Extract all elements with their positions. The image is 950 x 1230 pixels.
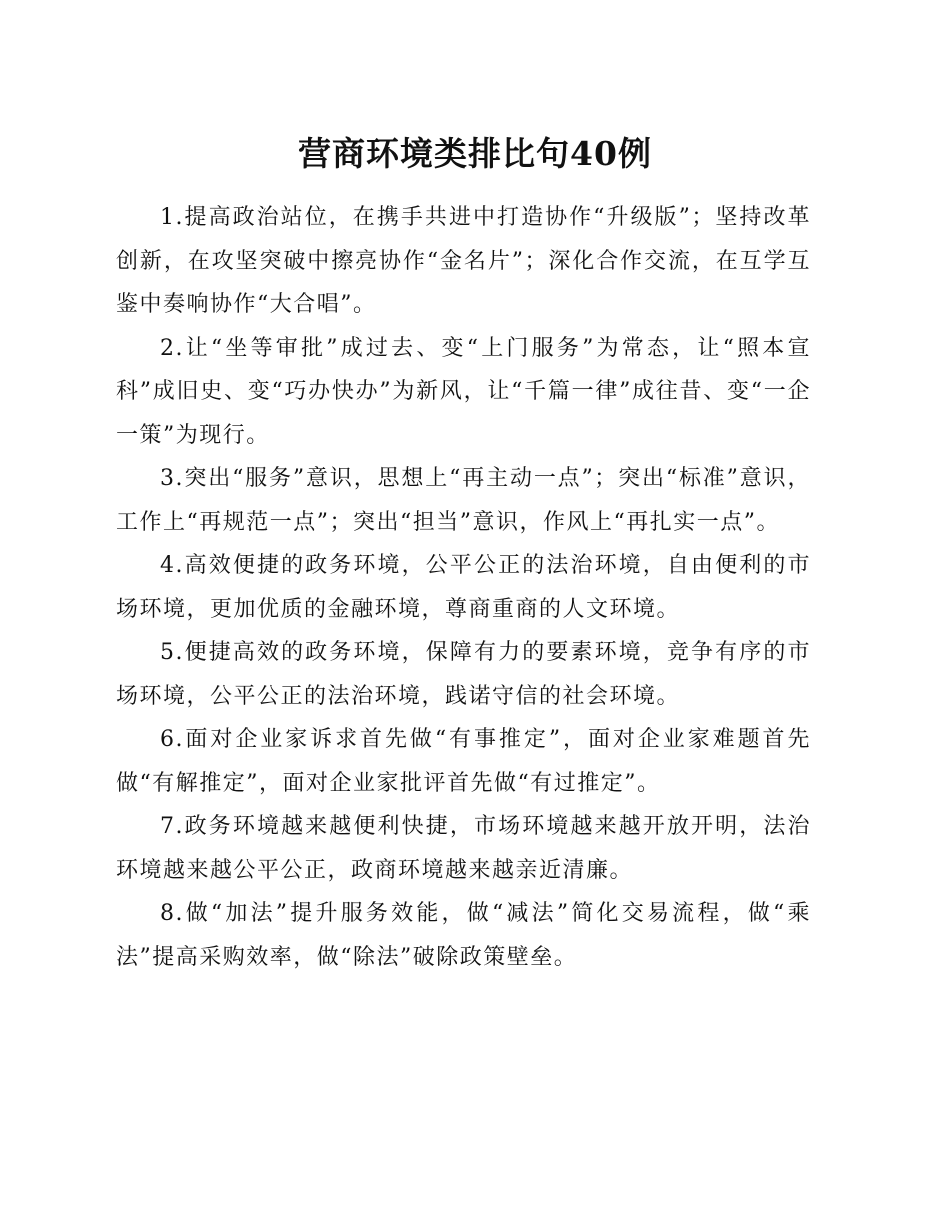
document-body — [116, 196, 811, 979]
paragraph-6: 6.面对企业家诉求首先做“有事推定”，面对企业家难题首先做“有解推定”，面对企业家批评首先做“有过推定”。 — [116, 727, 811, 796]
paragraph-5: 5.便捷高效的政务环境，保障有力的要素环境，竞争有序的市场环境，公平公正的法治环境，践诺守信的社会环境。 — [116, 640, 811, 709]
paragraph-3: 3.突出“服务”意识，思想上“再主动一点”；突出“标准”意识，工作上“再规范一点”；突出“担当”意识，作风上“再扎实一点”。 — [116, 466, 811, 535]
paragraph-2: 2.让“坐等审批”成过去、变“上门服务”为常态，让“照本宣科”成旧史、变“巧办快办”为新风，让“千篇一律”成往昔、变“一企一策”为现行。 — [116, 335, 811, 448]
paragraph-7: 7.政务环境越来越便利快捷，市场环境越来越开放开明，法治环境越来越公平公正，政商环境越来越亲近清廉。 — [116, 814, 811, 883]
paragraph-1: 1.提高政治站位，在携手共进中打造协作“升级版”；坚持改革创新，在攻坚突破中擦亮协作“金名片”；深化合作交流，在互学互鉴中奏响协作“大合唱”。 — [116, 205, 811, 317]
paragraph-8: 8.做“加法”提升服务效能，做“减法”简化交易流程，做“乘法”提高采购效率，做“除法”破除政策壁垒。 — [116, 901, 811, 970]
page-title: 营商环境类排比句40例 — [298, 134, 652, 173]
paragraph-4: 4.高效便捷的政务环境，公平公正的法治环境，自由便利的市场环境，更加优质的金融环境，尊商重商的人文环境。 — [116, 553, 811, 622]
